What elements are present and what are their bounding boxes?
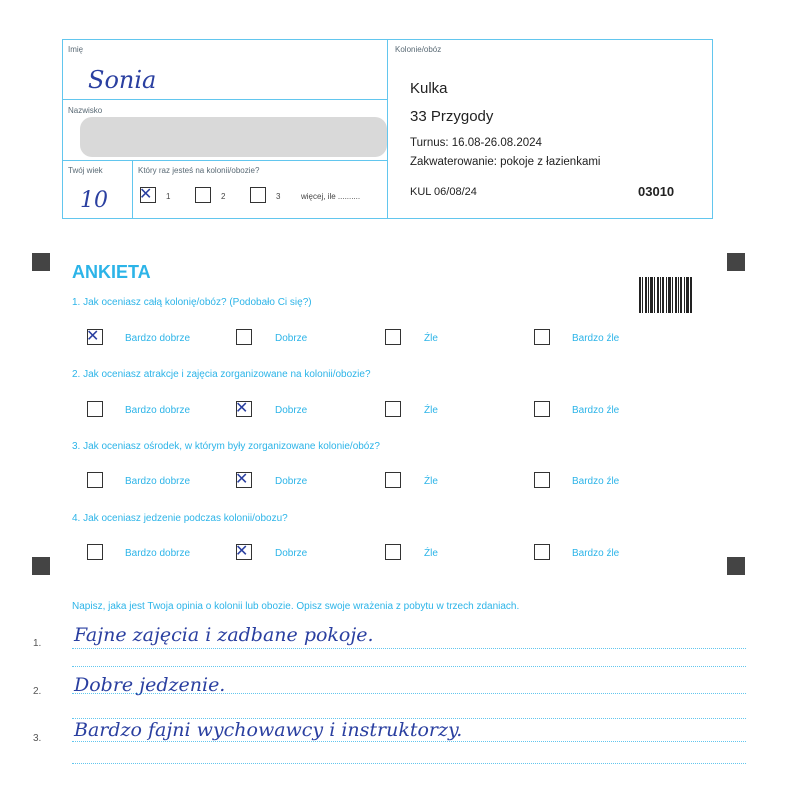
answer-line — [72, 763, 746, 764]
question-4: 4. Jak oceniasz jedzenie podczas kolonii/obozu? — [72, 513, 288, 524]
kolonie-label: Kolonie/obóz — [395, 45, 442, 54]
answer-line-1[interactable]: Fajne zajęcia i zadbane pokoje. — [74, 624, 374, 646]
q3-option-bardzo-dobrze-checkbox[interactable] — [87, 472, 103, 488]
camp-code: KUL 06/08/24 — [410, 186, 477, 198]
line-number: 2. — [33, 686, 42, 697]
q2-option-dobrze-checkbox[interactable] — [235, 398, 252, 417]
option-label: Bardzo dobrze — [125, 476, 191, 487]
q3-option-zle-checkbox[interactable] — [385, 472, 401, 488]
check-mark-icon: ✕ — [235, 398, 249, 417]
q3-option-bardzo-zle-checkbox[interactable] — [534, 472, 550, 488]
ktory-raz-option: 3 — [276, 192, 281, 201]
check-mark-icon: ✕ — [86, 326, 100, 345]
q4-option-bardzo-dobrze-checkbox[interactable] — [87, 544, 103, 560]
imie-value[interactable]: Sonia — [88, 66, 157, 94]
imie-label: Imię — [68, 45, 84, 54]
option-label: Bardzo dobrze — [125, 405, 191, 416]
option-label: Bardzo dobrze — [125, 548, 191, 559]
option-label: Dobrze — [275, 548, 308, 559]
question-1: 1. Jak oceniasz całą kolonię/obóz? (Podobało Ci się?) — [72, 297, 312, 308]
camp-name: 33 Przygody — [410, 108, 494, 125]
option-label: Bardzo źle — [572, 476, 620, 487]
barcode-icon — [639, 277, 693, 313]
option-label: Dobrze — [275, 405, 308, 416]
divider — [62, 99, 388, 100]
ktory-raz-option: 1 — [166, 192, 171, 201]
registration-marker — [32, 253, 50, 271]
option-label: Bardzo źle — [572, 405, 620, 416]
divider — [132, 160, 133, 219]
wiek-value[interactable]: 10 — [80, 188, 108, 213]
option-label: Źle — [424, 548, 438, 559]
check-mark-icon: ✕ — [139, 184, 153, 203]
q2-option-bardzo-dobrze-checkbox[interactable] — [87, 401, 103, 417]
ktory-raz-label: Który raz jesteś na kolonii/obozie? — [138, 166, 260, 175]
q4-option-bardzo-zle-checkbox[interactable] — [534, 544, 550, 560]
check-mark-icon: ✕ — [235, 541, 249, 560]
form-number: 03010 — [638, 184, 675, 199]
answer-line-2[interactable]: Dobre jedzenie. — [74, 674, 226, 696]
option-label: Bardzo źle — [572, 333, 620, 344]
line-number: 1. — [33, 638, 42, 649]
zakwaterowanie: Zakwaterowanie: pokoje z łazienkami — [410, 156, 601, 168]
opinion-prompt: Napisz, jaka jest Twoja opinia o kolonii lub obozie. Opisz swoje wrażenia z pobytu w trzech zdaniach. — [72, 601, 520, 612]
option-label: Bardzo dobrze — [125, 333, 191, 344]
ktory-raz-more: więcej, ile .......... — [301, 192, 361, 201]
option-label: Źle — [424, 476, 438, 487]
q4-option-dobrze-checkbox[interactable] — [235, 541, 252, 560]
ktory-raz-checkbox-2[interactable] — [195, 187, 211, 203]
registration-marker — [727, 557, 745, 575]
kolonie-name: Kulka — [410, 80, 448, 97]
q3-option-dobrze-checkbox[interactable] — [235, 469, 252, 488]
answer-line — [72, 741, 746, 742]
q1-option-dobrze-checkbox[interactable] — [236, 329, 252, 345]
option-label: Źle — [424, 405, 438, 416]
option-label: Dobrze — [275, 333, 308, 344]
option-label: Dobrze — [275, 476, 308, 487]
option-label: Źle — [424, 333, 438, 344]
option-label: Bardzo źle — [572, 548, 620, 559]
check-mark-icon: ✕ — [235, 469, 249, 488]
q1-option-bardzo-dobrze-checkbox[interactable] — [86, 326, 103, 345]
registration-marker — [727, 253, 745, 271]
nazwisko-redacted — [80, 117, 387, 157]
q2-option-zle-checkbox[interactable] — [385, 401, 401, 417]
q1-option-zle-checkbox[interactable] — [385, 329, 401, 345]
ktory-raz-checkbox-1[interactable] — [139, 184, 156, 203]
q1-option-bardzo-zle-checkbox[interactable] — [534, 329, 550, 345]
answer-line — [72, 693, 746, 694]
question-2: 2. Jak oceniasz atrakcje i zajęcia zorganizowane na kolonii/obozie? — [72, 369, 371, 380]
q4-option-zle-checkbox[interactable] — [385, 544, 401, 560]
ktory-raz-checkbox-3[interactable] — [250, 187, 266, 203]
answer-line — [72, 648, 746, 649]
registration-marker — [32, 557, 50, 575]
answer-line-3[interactable]: Bardzo fajni wychowawcy i instruktorzy. — [74, 719, 463, 741]
survey-title: ANKIETA — [72, 262, 151, 282]
q2-option-bardzo-zle-checkbox[interactable] — [534, 401, 550, 417]
nazwisko-label: Nazwisko — [68, 106, 103, 115]
divider — [62, 160, 388, 161]
turnus: Turnus: 16.08-26.08.2024 — [410, 137, 542, 149]
question-3: 3. Jak oceniasz ośrodek, w którym były zorganizowane kolonie/obóz? — [72, 441, 380, 452]
ktory-raz-option: 2 — [221, 192, 226, 201]
answer-line — [72, 718, 746, 719]
answer-line — [72, 666, 746, 667]
wiek-label: Twój wiek — [68, 166, 103, 175]
line-number: 3. — [33, 733, 42, 744]
